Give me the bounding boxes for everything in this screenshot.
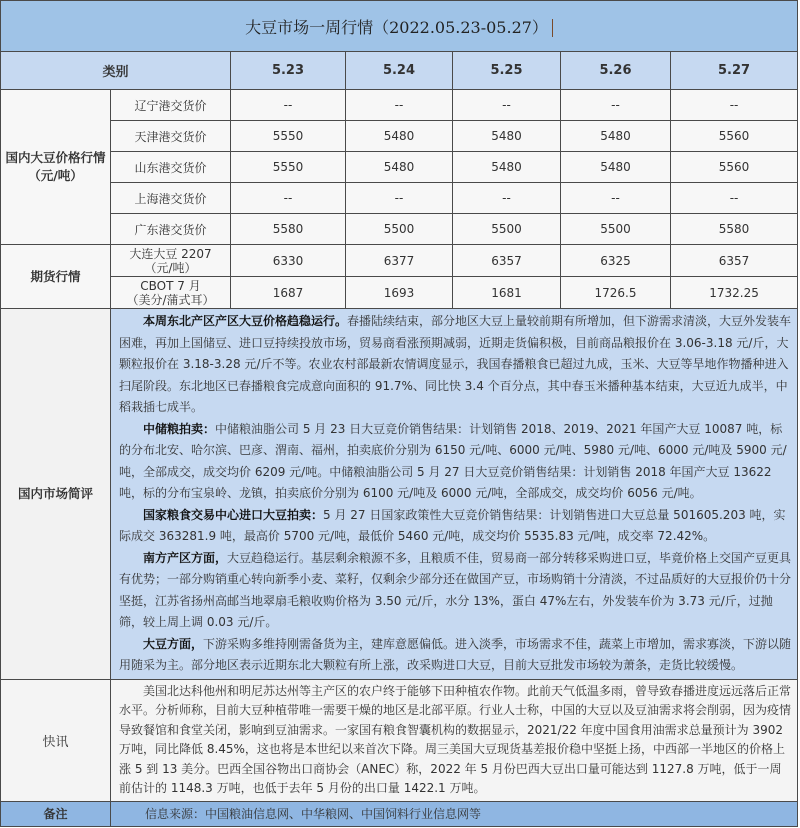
news-label: 快讯: [1, 679, 111, 801]
report-title: [1, 1, 798, 52]
commentary-paragraph: [119, 634, 791, 677]
news-row: [1, 679, 798, 801]
futures-cell: 6377: [346, 245, 453, 277]
price-row: [1, 183, 798, 214]
commentary-label: 国内市场简评: [1, 309, 111, 680]
price-cell: 5580: [231, 214, 346, 245]
price-cell: 5500: [453, 214, 561, 245]
paragraph-body: 下游采购多维持刚需备货为主，建库意愿偏低。进入淡季，市场需求不佳，蔬菜上市增加，需求寡淡，下游以随用随采为主。部分地区表示近期东北大颗粒有所上涨，改采购进口大豆，目前大豆批发市场较为萧条，走货比较缓慢。: [119, 636, 792, 672]
price-cell: 5560: [671, 152, 798, 183]
paragraph-body: 中储粮油脂公司 5 月 23 日大豆竞价销售结果：计划销售 2018、2019、2021 年国产大豆 10087 吨，标的分布北安、哈尔滨、巴彦、渭南、福州，拍卖底价分别为 6150 元/吨、6000 元/吨、5980 元/吨、6000 元/吨及 5900 元/吨，全部成交，成交均价 6209 元/吨。中储粮油脂公司 5 月 27 日大豆竞价销售结果：计划销售 2018 年国产大豆 13622 吨，标的分布宝泉岭、龙镇，拍卖底价分别为 6100 元/吨及 6000 元/吨，全部成交，成交均价 6056 元/吨。: [119, 421, 787, 500]
row-label: 广东港交货价: [111, 214, 231, 245]
price-cell: 5480: [561, 121, 671, 152]
price-cell: 5560: [671, 121, 798, 152]
title-text: 大豆市场一周行情（2022.05.23-05.27）: [245, 17, 548, 37]
paragraph-lead: 南方产区方面，: [143, 550, 228, 565]
price-cell: 5480: [561, 152, 671, 183]
news-text: [111, 679, 798, 801]
domestic-price-label: 国内大豆价格行情（元/吨）: [1, 90, 111, 245]
futures-cell: 6357: [671, 245, 798, 277]
futures-cell: 6330: [231, 245, 346, 277]
commentary-paragraph: [119, 548, 791, 634]
paragraph-lead: 大豆方面，: [143, 636, 204, 651]
price-cell: 5580: [671, 214, 798, 245]
contract-unit: （元/吨）: [144, 260, 197, 275]
row-label: 天津港交货价: [111, 121, 231, 152]
futures-cell: 1732.25: [671, 277, 798, 309]
row-label: 上海港交货价: [111, 183, 231, 214]
price-cell: 5500: [346, 214, 453, 245]
row-label: 山东港交货价: [111, 152, 231, 183]
paragraph-body: 大豆趋稳运行。基层剩余粮源不多，且粮质不佳，贸易商一部分转移采购进口豆，毕竟价格上交国产豆更具有优势；一部分购销重心转向新季小麦、菜籽，仅剩余少部分还在做国产豆，市场购销十分清淡，不过品质好的大豆报价仍十分坚挺，江苏省扬州高邮当地翠扇毛粮收购价格为 3.50 元/斤，水分 13%，蛋白 47%左右，外发装车价为 3.73 元/斤，过抛筛，较上周上调 0.03 元/斤。: [119, 550, 792, 629]
price-cell: 5500: [561, 214, 671, 245]
price-row: [1, 90, 798, 121]
paragraph-body: 春播陆续结束，部分地区大豆上量较前期有所增加，但下游需求清淡，大豆外发装车困难，再加上国储豆、进口豆持续投放市场，贸易商看涨预期减弱，近期走货偏积极，目前商品粮报价在 3.06-3.18 元/斤，大颗粒报价在 3.18-3.28 元/斤不等。农业农村部最新农情调度显示，我国春播粮食已超过九成，玉米、大豆等旱地作物播种进入扫尾阶段。东北地区已春播粮食完成意向面积的 91.7%、同比快 3.4 个百分点，其中春玉米播种基本结束，大豆近九成半，中稻栽插七成半。: [119, 314, 792, 414]
text-cursor: [552, 19, 553, 37]
futures-row: [1, 245, 798, 277]
contract-unit: （美分/蒲式耳）: [126, 292, 215, 307]
futures-label: 期货行情: [1, 245, 111, 309]
price-cell: --: [346, 90, 453, 121]
commentary-paragraph: [119, 419, 791, 505]
contract-name: 大连大豆 2207: [129, 246, 212, 261]
note-row: [1, 801, 798, 826]
price-cell: 5480: [453, 121, 561, 152]
price-cell: --: [561, 183, 671, 214]
paragraph-lead: 本周东北产区产区大豆价格趋稳运行。: [143, 314, 348, 328]
date-header: 5.25: [453, 52, 561, 90]
futures-cell: 1693: [346, 277, 453, 309]
row-label: 辽宁港交货价: [111, 90, 231, 121]
futures-cell: 6325: [561, 245, 671, 277]
futures-cell: 1687: [231, 277, 346, 309]
futures-row: [1, 277, 798, 309]
price-cell: --: [231, 183, 346, 214]
price-cell: 5480: [346, 152, 453, 183]
contract-name: CBOT 7 月: [140, 278, 201, 293]
row-label: [111, 277, 231, 309]
paragraph-lead: 中储粮拍卖：: [143, 421, 216, 436]
paragraph-body: 5 月 27 日国家政策性大豆竞价销售结果：计划销售进口大豆总量 501605.203 吨，实际成交 363281.9 吨，最高价 5700 元/吨，最低价 5460 元/吨，成交均价 5535.83 元/吨，成交率 72.42%。: [119, 507, 786, 543]
date-header: 5.24: [346, 52, 453, 90]
commentary-paragraph: [119, 311, 791, 419]
price-row: [1, 214, 798, 245]
commentary-text: [111, 309, 798, 680]
price-cell: --: [453, 183, 561, 214]
category-header: 类别: [1, 52, 231, 90]
note-label: 备注: [1, 801, 111, 826]
price-row: [1, 152, 798, 183]
note-text: 信息来源：中国粮油信息网、中华粮网、中国饲料行业信息网等: [111, 801, 798, 826]
futures-cell: 1681: [453, 277, 561, 309]
price-cell: --: [561, 90, 671, 121]
price-cell: 5480: [346, 121, 453, 152]
price-cell: 5550: [231, 152, 346, 183]
row-label: [111, 245, 231, 277]
date-header: 5.26: [561, 52, 671, 90]
price-row: [1, 121, 798, 152]
price-cell: --: [346, 183, 453, 214]
price-cell: 5480: [453, 152, 561, 183]
news-paragraph: 美国北达科他州和明尼苏达州等主产区的农户终于能够下田种植农作物。此前天气低温多雨，曾导致春播进度远远落后正常水平。分析师称，目前大豆种植带唯一需要干燥的地区是北部平原。行业人士称，中国的大豆以及豆油需求将会削弱，因为疫情导致餐馆和食堂关闭，影响到豆油需求。一家国有粮食智囊机构的数据显示，2021/22 年度中国食用油需求总量预计为 3902 万吨，同比降低 8.45%，这也将是本世纪以来首次下降。周三美国大豆现货基差报价稳中坚挺上扬，中西部一半地区的价格上涨 5 到 13 美分。巴西全国谷物出口商协会（ANEC）称，2022 年 5 月份巴西大豆出口量可能达到 1127.8 万吨，低于一周前估计的 1148.3 万吨，也低于去年 5 月份的出口量 1422.1 万吨。: [119, 683, 792, 795]
futures-cell: 1726.5: [561, 277, 671, 309]
price-cell: --: [453, 90, 561, 121]
price-cell: --: [671, 183, 798, 214]
date-header: 5.27: [671, 52, 798, 90]
date-header: 5.23: [231, 52, 346, 90]
header-row: [1, 52, 798, 90]
commentary-row: [1, 309, 798, 680]
price-cell: --: [671, 90, 798, 121]
futures-cell: 6357: [453, 245, 561, 277]
price-cell: --: [231, 90, 346, 121]
price-cell: 5550: [231, 121, 346, 152]
paragraph-lead: 国家粮食交易中心进口大豆拍卖：: [143, 507, 324, 522]
commentary-paragraph: [119, 505, 791, 548]
